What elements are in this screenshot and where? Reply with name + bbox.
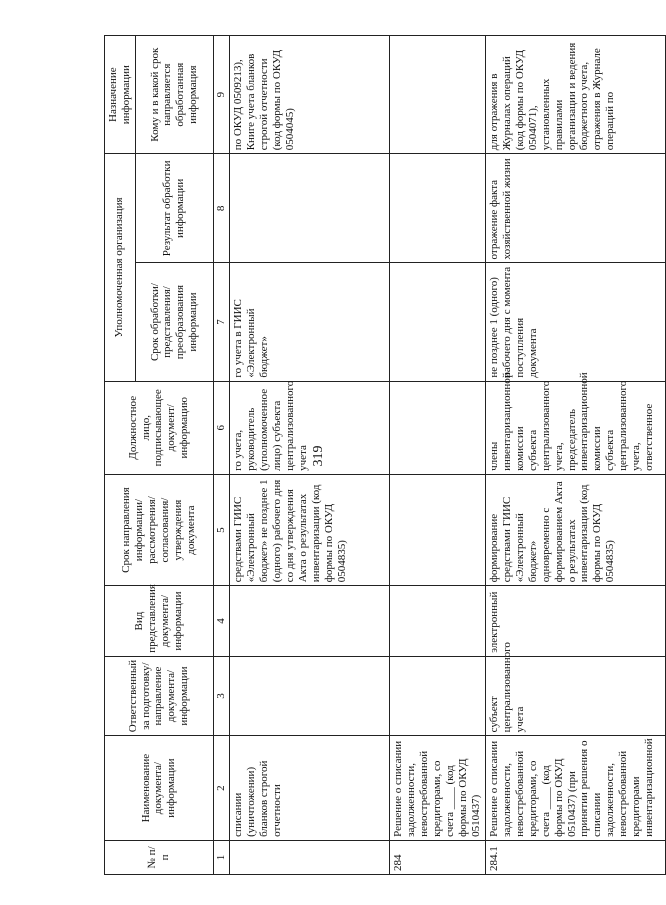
column-number: 1 <box>213 840 229 874</box>
header-processing-time: Срок обработки/ представления/ преобразования информации <box>135 263 213 381</box>
column-number: 7 <box>213 263 229 381</box>
cell-deadline <box>389 474 485 585</box>
cell-signer: го учета, руководитель (уполномоченное лицо) субъекта централизованного учета <box>229 381 389 474</box>
cell-doc-name: Решение о списании задолженности, невостребованной кредиторами, со счета ____ (код формы по ОКУД 0510437) (при принятии решения о списании задолженности, невостребованной кредиторами инвентаризационной <box>485 736 665 841</box>
header-deadline: Срок направления информации/ рассмотрения/ согласования/ утверждения документа <box>105 474 214 585</box>
row-num: 284 <box>389 840 485 874</box>
cell-doc-name: Решение о списании задолженности, невостребованной кредиторами, со счета ____ (код формы по ОКУД 0510437) <box>389 736 485 841</box>
header-signer: Должностное лицо, подписывающее документ/ информацию <box>105 381 214 474</box>
header-doc-name: Наименование документа/ информации <box>105 736 214 841</box>
header-view-type: Вид представления документа/ информации <box>105 586 214 656</box>
header-recipient: Кому и в какой срок направляется обработанная информация <box>135 36 213 154</box>
cell-result <box>229 154 389 263</box>
header-num: № п/п <box>105 840 214 874</box>
row-num: 284.1 <box>485 840 665 874</box>
column-number: 4 <box>213 586 229 656</box>
column-number: 6 <box>213 381 229 474</box>
document-table <box>104 35 666 875</box>
cell-result <box>389 154 485 263</box>
table-row <box>485 36 665 875</box>
cell-deadline: средствами ГИИС «Электронный бюджет» не позднее 1 (одного) рабочего дня со дня утверждения Акта о результатах инвентаризации (код формы по ОКУД 0504835) <box>229 474 389 585</box>
cell-view-type: электронный <box>485 586 665 656</box>
cell-deadline: формирование средствами ГИИС «Электронный бюджет» одновременно с формированием Акта о результатах инвентаризации (код формы по ОКУД 0504835) <box>485 474 665 585</box>
header-row-1 <box>105 36 136 875</box>
cell-responsible <box>389 656 485 736</box>
cell-view-type <box>229 586 389 656</box>
cell-responsible <box>229 656 389 736</box>
cell-doc-name: списании (уничтожении) бланков строгой отчетности <box>229 736 389 841</box>
cell-view-type <box>389 586 485 656</box>
table-row <box>229 36 389 875</box>
row-num <box>229 840 389 874</box>
column-number: 2 <box>213 736 229 841</box>
column-number: 8 <box>213 154 229 263</box>
header-group-upolnom: Уполномоченная организация <box>105 154 136 381</box>
table-row <box>389 36 485 875</box>
column-number: 3 <box>213 656 229 736</box>
cell-signer: члены инвентаризационной комиссии субъекта централизованного учета, председатель инвентаризационной комиссии субъекта централизованного учета, ответственное <box>485 381 665 474</box>
cell-result: отражение факта хозяйственной жизни <box>485 154 665 263</box>
cell-recipient <box>389 36 485 154</box>
column-number: 9 <box>213 36 229 154</box>
column-number: 5 <box>213 474 229 585</box>
cell-processing-time <box>389 263 485 381</box>
cell-responsible: субъект централизованного учета <box>485 656 665 736</box>
header-group-naznach: Назначение информации <box>105 36 136 154</box>
cell-signer <box>389 381 485 474</box>
cell-processing-time: го учета в ГИИС «Электронный бюджет» <box>229 263 389 381</box>
cell-recipient: для отражения в Журналах операций (код формы по ОКУД 0504071), установленных правилами организации и ведения бюджетного учета, отражения в Журнале операций по <box>485 36 665 154</box>
column-number-row <box>213 36 229 875</box>
document-table-container <box>104 35 656 875</box>
header-result: Результат обработки информации <box>135 154 213 263</box>
header-responsible: Ответственный за подготовку/ направление документа/ информации <box>105 656 214 736</box>
cell-recipient: по ОКУД 0509213), Книге учета бланков строгой отчетности (код формы по ОКУД 0504045) <box>229 36 389 154</box>
page-number: 319 <box>311 445 326 467</box>
cell-processing-time: не позднее 1 (одного) рабочего дня с момента поступления документа <box>485 263 665 381</box>
